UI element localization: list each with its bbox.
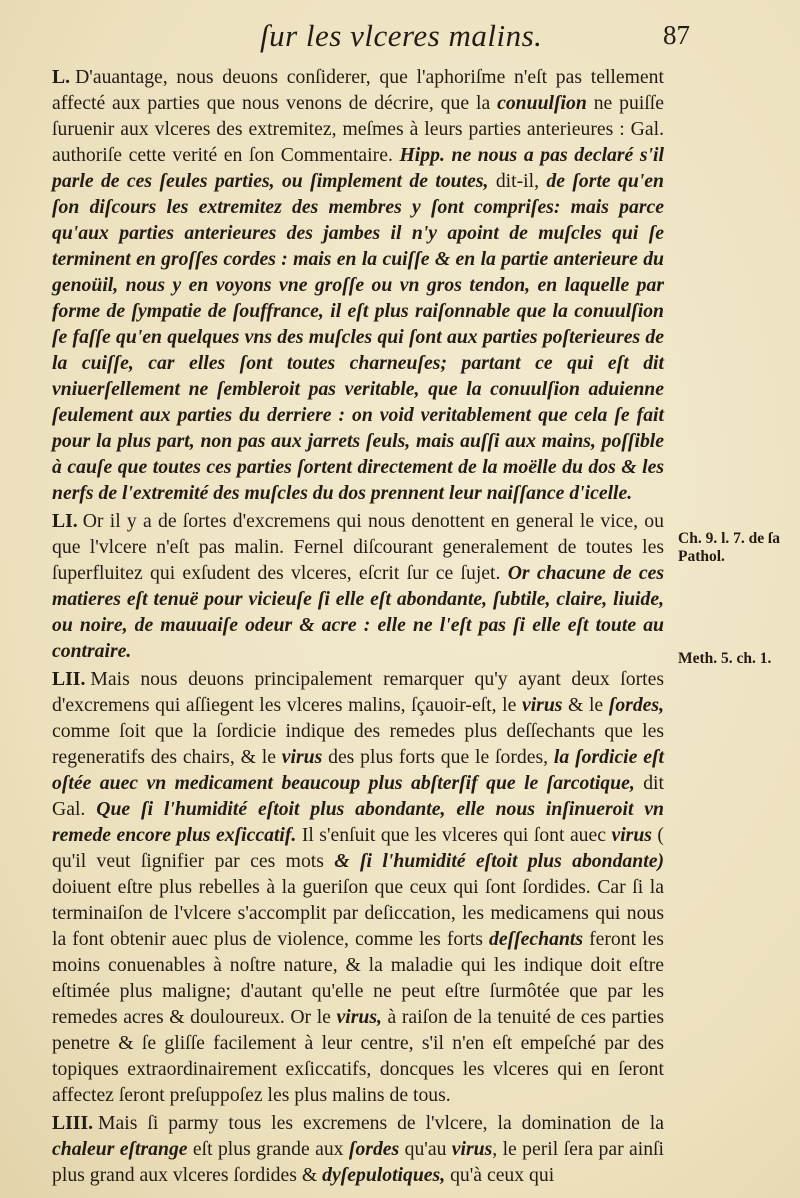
roman-text: qu'au: [399, 1138, 452, 1160]
roman-text: dit Gal.: [52, 772, 664, 820]
roman-text: Or il y a de ſortes d'excremens qui nous denottent en general le vice, ou que l'vlcere n'eſt pas malin. Fernel diſcourant generalement de toutes les ſuperfluitez qui exſudent des vlceres, eſcrit ſur ce ſujet.: [52, 510, 664, 584]
italic-text: virus: [451, 1138, 493, 1160]
italic-text: de ſorte qu'en ſon diſcours les extremitez des membres y ſont compriſes: mais parce qu'aux parties anterieures des jambes il n'y apoint de muſcles qui ſe terminent en groſſes cordes : mais en la cuiſſe & en la partie anterieure du genoüil, nous y en voyons vne groſſe ou vn gros tendon, en laquelle par forme de ſympatie de ſouffrance, il eſt plus raiſonnable que la conuulſion ſe faſſe qu'en quelques vns des muſcles qui ſont aux parties poſterieures de la cuiſſe, car elles ſont toutes charneuſes; partant ce qui eſt dit vniuerſellement ne ſembleroit pas veritable, que la conuulſion aduienne ſeulement aux parties du derriere : on void veritablement que cela ſe fait pour la plus part, non pas aux jarrets ſeuls, mais auſſi aux mains, poſſible à cauſe que toutes ces parties ſortent directement de la moëlle du dos & les nerfs de l'extremité des muſcles du dos prennent leur naiſſance d'icelle.: [52, 170, 664, 504]
italic-text: conuulſion: [497, 92, 587, 114]
roman-text: Mais nous deuons principalement remarquer qu'y ayant deux ſortes d'excremens qui aſſiegent les vlceres malins, ſçauoir-eſt, le: [52, 668, 664, 716]
italic-text: dyſepulotiques,: [322, 1164, 446, 1186]
paragraph-number: LII.: [52, 668, 86, 690]
roman-text: Il s'enſuit que les vlceres qui ſont auec: [296, 824, 612, 846]
roman-text: des plus forts que le ſordes,: [322, 746, 554, 768]
margin-note: Ch. 9. l. 7. de ſa Pathol.: [678, 530, 781, 565]
paragraph-number: LIII.: [52, 1112, 94, 1134]
italic-text: Or chacune de ces matieres eſt tenuë pour vicieuſe ſi elle eſt abondante, ſubtile, claire, liuide, ou noire, de mauuaiſe odeur & acre : elle ne l'eſt pas ſi elle eſt toute au contraire.: [52, 562, 664, 662]
italic-text: chaleur eſtrange: [52, 1138, 188, 1160]
italic-text: virus: [521, 694, 563, 716]
paragraph-number: LI.: [52, 510, 78, 532]
italic-text: deſſechants: [488, 928, 584, 950]
roman-text: ne puiſſe ſuruenir aux vlceres des extremitez, meſmes à leurs parties anterieures : Gal. authoriſe cette verité en ſon Commentaire.: [52, 92, 664, 166]
roman-text: eſt plus grande aux: [187, 1138, 349, 1160]
italic-text: ſordes,: [608, 694, 664, 716]
italic-text: la ſordicie eſt oſtée auec vn medicament beaucoup plus abſterſif que le ſarcotique,: [52, 746, 664, 794]
roman-text: Mais ſi parmy tous les excremens de l'vlcere, la domination de la: [98, 1112, 664, 1134]
roman-text: comme ſoit que la ſordicie indique des remedes plus deſſechants que les regeneratifs des chairs, & le: [52, 720, 664, 768]
roman-text: ( qu'il veut ſignifier par ces mots: [52, 824, 664, 872]
italic-text: ſordes: [348, 1138, 400, 1160]
roman-text: feront les moins conuenables à noſtre nature, & la maladie qui les indique doit eſtre eſtimée plus maligne; d'autant qu'elle ne peut eſtre ſurmôtée que par les remedes acres & douloureux. Or le: [52, 928, 664, 1028]
italic-text: Que ſi l'humidité eſtoit plus abondante, elle nous inſinueroit vn remede encore plus exſiccatif.: [52, 798, 664, 846]
paragraph: [52, 1110, 664, 1188]
margin-note: Meth. 5. ch. 1.: [678, 650, 772, 667]
running-title: ſur les vlceres malins.: [260, 18, 543, 53]
italic-text: & ſi l'humidité eſtoit plus abondante): [334, 850, 664, 872]
italic-text: virus,: [336, 1006, 382, 1028]
roman-text: D'auantage, nous deuons conſiderer, que l'aphoriſme n'eſt pas tellement affecté aux parties que nous venons de décrire, que la: [52, 66, 664, 114]
page-header: [60, 18, 690, 62]
page-number: 87: [663, 20, 690, 50]
roman-text: à raiſon de la tenuité de ces parties penetre & ſe gliſſe facilement à leur centre, s'il n'en eſt empeſché par des topiques extraordinairement exſiccatifs, doncques les vlceres qui en ſeront affectez ſeront preſuppoſez les plus malins de tous.: [52, 1006, 664, 1106]
body-text: [52, 64, 664, 1188]
roman-text: & le: [562, 694, 609, 716]
roman-text: doiuent eſtre plus rebelles à la gueriſon que ceux qui ſont ſordides. Car ſi la terminaiſon de l'vlcere s'accomplit par deſiccation, les medicamens qui nous la font obtenir auec plus de violence, comme les forts: [52, 876, 664, 950]
italic-text: virus: [281, 746, 323, 768]
roman-text: dit-il,: [488, 170, 547, 192]
roman-text: qu'à ceux qui: [445, 1164, 555, 1186]
paragraph: [52, 508, 664, 664]
italic-text: Hipp. ne nous a pas declaré s'il parle de ces ſeules parties, ou ſimplement de toutes,: [52, 144, 664, 192]
paragraph-number: L.: [52, 66, 71, 88]
italic-text: virus: [611, 824, 652, 846]
paragraph: [52, 64, 664, 506]
roman-text: , le peril ſera par ainſi plus grand aux vlceres ſordides &: [52, 1138, 664, 1186]
paragraph: [52, 666, 664, 1108]
